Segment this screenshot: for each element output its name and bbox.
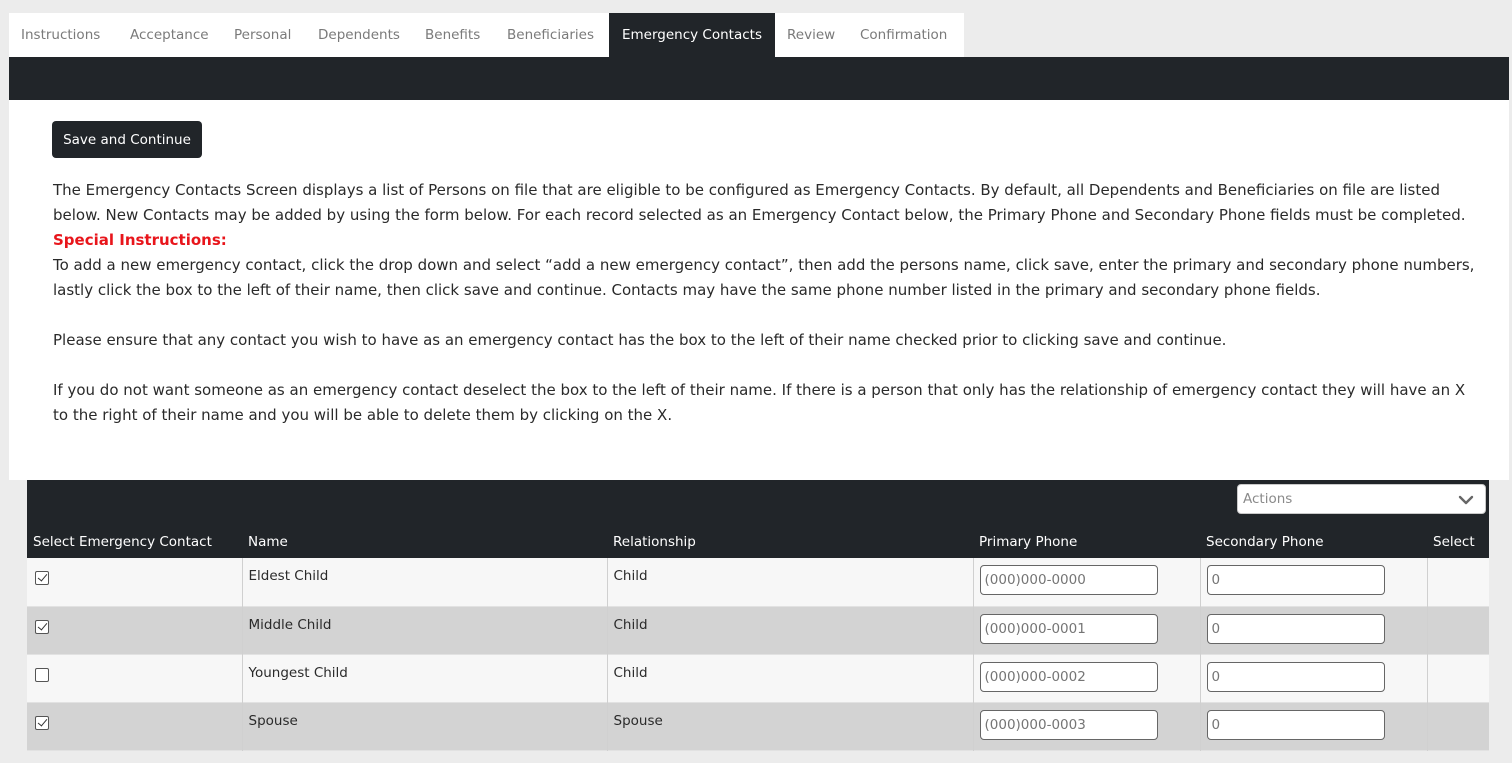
special-instructions-label: Special Instructions: (53, 231, 227, 249)
tab-beneficiaries[interactable]: Beneficiaries (507, 27, 595, 43)
tab-emergency-contacts[interactable]: Emergency Contacts (609, 13, 775, 57)
secondary-phone-input[interactable] (1207, 662, 1385, 692)
primary-phone-input[interactable] (980, 565, 1158, 595)
emergency-contact-checkbox[interactable] (35, 716, 49, 730)
actions-dropdown[interactable] (1237, 484, 1486, 514)
column-header-select-contact: Select Emergency Contact (27, 525, 242, 558)
instructions-paragraph: The Emergency Contacts Screen displays a list of Persons on file that are eligible to be configured as Emergency Contacts. By default, all Dependents and Beneficiaries on file are listed below. New Contacts may be added by using the form below. For each record selected as an Emergency Contact below, the Primary Phone and Secondary Phone fields must be completed. Special Instructions: (53, 181, 1466, 249)
select-cell (1427, 558, 1489, 606)
save-and-continue-button[interactable]: Save and Continue (52, 121, 202, 158)
instructions-paragraph: Please ensure that any contact you wish to have as an emergency contact has the box to the left of their name checked prior to clicking save and continue. (53, 331, 1227, 349)
chevron-down-icon (1457, 491, 1475, 509)
tab-dependents[interactable]: Dependents (318, 27, 400, 43)
instructions-paragraph: To add a new emergency contact, click the drop down and select “add a new emergency contact”, then add the persons name, click save, enter the primary and secondary phone numbers, lastly click the box to the left of their name, then click save and continue. Contacts may have the same phone number listed in the primary and secondary phone fields. (53, 256, 1475, 299)
instructions-paragraph: If you do not want someone as an emergency contact deselect the box to the left of their name. If there is a person that only has the relationship of emergency contact they will have an X to the right of their name and you will be able to delete them by clicking on the X. (53, 381, 1466, 424)
secondary-phone-input[interactable] (1207, 710, 1385, 740)
secondary-phone-input[interactable] (1207, 614, 1385, 644)
contact-name: Spouse (248, 712, 298, 729)
contact-relationship: Child (613, 568, 648, 584)
contact-name: Youngest Child (248, 664, 348, 681)
select-cell (1427, 654, 1489, 702)
primary-phone-input[interactable] (980, 662, 1158, 692)
tab-benefits[interactable]: Benefits (425, 27, 481, 43)
column-header-name: Name (242, 525, 607, 558)
instructions-panel (9, 100, 1509, 480)
column-header-primary-phone: Primary Phone (973, 525, 1200, 558)
table-row (27, 702, 1489, 750)
tab-personal[interactable]: Personal (234, 27, 292, 43)
column-header-secondary-phone: Secondary Phone (1200, 525, 1427, 558)
tab-confirmation[interactable]: Confirmation (860, 27, 948, 43)
emergency-contacts-table (27, 480, 1489, 751)
secondary-phone-input[interactable] (1207, 565, 1385, 595)
contact-name: Middle Child (248, 616, 332, 633)
actions-placeholder: Actions (1243, 491, 1293, 507)
contact-relationship: Child (613, 616, 648, 633)
tab-instructions[interactable]: Instructions (21, 27, 101, 43)
tab-acceptance[interactable]: Acceptance (130, 27, 209, 43)
primary-phone-input[interactable] (980, 614, 1158, 644)
column-header-relationship: Relationship (607, 525, 973, 558)
primary-phone-input[interactable] (980, 710, 1158, 740)
column-header-select: Select (1427, 525, 1489, 558)
contact-relationship: Child (613, 664, 648, 681)
instructions-text (53, 178, 1483, 428)
select-cell (1427, 606, 1489, 654)
emergency-contact-checkbox[interactable] (35, 668, 49, 682)
table-row (27, 606, 1489, 654)
emergency-contact-checkbox[interactable] (35, 571, 49, 585)
table-row (27, 558, 1489, 606)
header-band (9, 57, 1509, 100)
table-header-row (27, 525, 1489, 558)
contact-name: Eldest Child (248, 568, 329, 584)
tab-review[interactable]: Review (787, 27, 836, 43)
contact-relationship: Spouse (613, 712, 663, 729)
tab-bar (9, 13, 964, 57)
table-row (27, 654, 1489, 702)
emergency-contact-checkbox[interactable] (35, 620, 49, 634)
table-toolbar (27, 480, 1489, 525)
select-cell (1427, 702, 1489, 750)
